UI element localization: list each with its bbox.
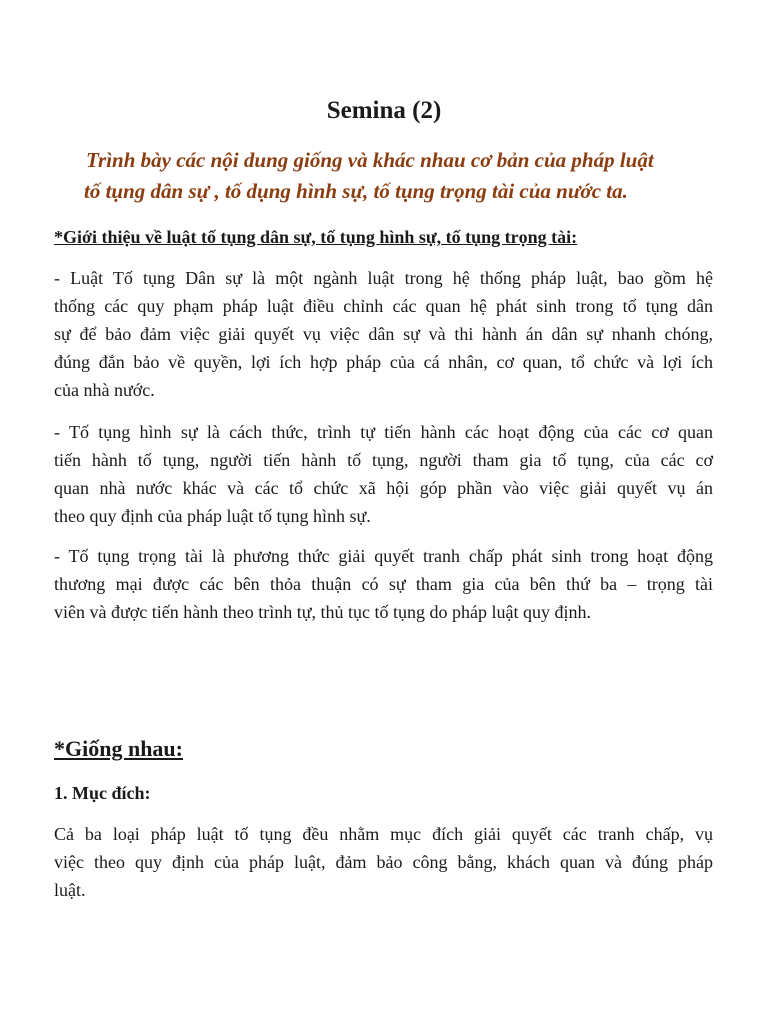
paragraph-line: theo quy định của pháp luật tố tụng hình sự. (54, 506, 371, 526)
paragraph-line: sự để bảo đảm việc giải quyết vụ việc dân sự và thi hành án dân sự nhanh chóng, (54, 324, 713, 344)
paragraph-purpose (54, 820, 713, 904)
paragraph-line: tiến hành tố tụng, người tiến hành tố tụng, người tham gia tố tụng, của các cơ (54, 450, 713, 470)
purpose-heading: 1. Mục đích: (54, 783, 151, 803)
paragraph-line: quan nhà nước khác và các tổ chức xã hội góp phần vào việc giải quyết vụ án (54, 478, 713, 498)
paragraph-line: viên và được tiến hành theo trình tự, thủ tục tố tụng do pháp luật quy định. (54, 602, 591, 622)
seminar-question-line: tố tụng dân sự , tố dụng hình sự, tố tụng trọng tài của nước ta. (84, 179, 628, 203)
similarities-heading: *Giống nhau: (54, 736, 183, 761)
paragraph-civil-procedure (54, 264, 713, 404)
intro-heading: *Giới thiệu về luật tố tụng dân sự, tố tụng hình sự, tố tụng trọng tài: (54, 227, 578, 247)
page-title: Semina (2) (326, 97, 442, 124)
paragraph-line: - Tố tụng hình sự là cách thức, trình tự tiến hành các hoạt động của các cơ quan (54, 422, 713, 442)
paragraph-line: luật. (54, 880, 86, 900)
paragraph-line: của nhà nước. (54, 380, 155, 400)
paragraph-line: Cả ba loại pháp luật tố tụng đều nhằm mục đích giải quyết các tranh chấp, vụ (54, 824, 713, 844)
paragraph-line: đúng đắn bảo về quyền, lợi ích hợp pháp của cá nhân, cơ quan, tổ chức và lợi ích (54, 352, 713, 372)
paragraph-line: việc theo quy định của pháp luật, đảm bảo công bằng, khách quan và đúng pháp (54, 852, 713, 872)
paragraph-criminal-procedure (54, 418, 713, 530)
paragraph-line: - Luật Tố tụng Dân sự là một ngành luật trong hệ thống pháp luật, bao gồm hệ (54, 268, 713, 288)
seminar-question-line: Trình bày các nội dung giống và khác nhau cơ bản của pháp luật (86, 148, 654, 172)
paragraph-line: thống các quy phạm pháp luật điều chỉnh các quan hệ phát sinh trong tố tụng dân (54, 296, 713, 316)
paragraph-arbitration-procedure (54, 542, 713, 626)
paragraph-line: thương mại được các bên thỏa thuận có sự tham gia của bên thứ ba – trọng tài (54, 574, 713, 594)
seminar-question (86, 145, 726, 207)
paragraph-line: - Tố tụng trọng tài là phương thức giải quyết tranh chấp phát sinh trong hoạt động (54, 546, 713, 566)
